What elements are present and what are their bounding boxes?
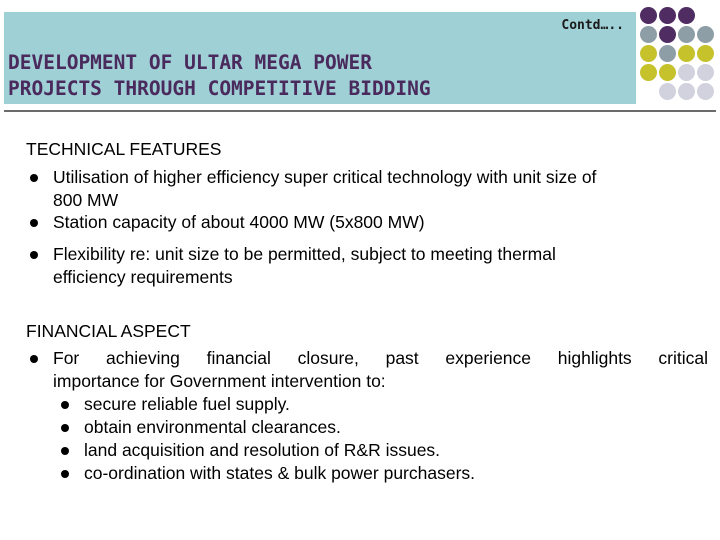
technical-bullet-1-line1: Utilisation of higher efficiency super critical technology with unit size of bbox=[53, 167, 597, 187]
bullet-icon bbox=[61, 447, 69, 455]
technical-bullet-1-line2: 800 MW bbox=[53, 189, 119, 210]
bullet-icon bbox=[61, 470, 69, 478]
decorative-dot bbox=[659, 26, 676, 43]
decorative-dot bbox=[697, 26, 714, 43]
technical-bullet-1 bbox=[53, 166, 596, 211]
bullet-icon bbox=[30, 174, 38, 182]
decorative-dot bbox=[678, 7, 695, 24]
financial-sub-bullet-2: obtain environmental clearances. bbox=[84, 417, 341, 437]
decorative-dot bbox=[640, 26, 657, 43]
decorative-dot bbox=[678, 26, 695, 43]
decorative-dot bbox=[640, 64, 657, 81]
technical-bullet-3-line2: efficiency requirements bbox=[53, 266, 233, 287]
technical-bullet-3-line1: Flexibility re: unit size to be permitted, subject to meeting thermal bbox=[53, 244, 556, 264]
bullet-icon bbox=[61, 424, 69, 432]
decorative-dot-grid bbox=[640, 7, 716, 119]
continued-label: Contd….. bbox=[561, 18, 624, 33]
decorative-dot bbox=[659, 83, 676, 100]
financial-sub-bullet-1: secure reliable fuel supply. bbox=[84, 394, 290, 414]
decorative-dot bbox=[659, 64, 676, 81]
title-line-2: PROJECTS THROUGH COMPETITIVE BIDDING bbox=[8, 77, 431, 100]
technical-heading: TECHNICAL FEATURES bbox=[26, 139, 222, 159]
title-divider bbox=[4, 110, 716, 112]
title-line-1: DEVELOPMENT OF ULTAR MEGA POWER bbox=[8, 51, 372, 74]
decorative-dot bbox=[697, 45, 714, 62]
slide-title bbox=[8, 50, 431, 102]
decorative-dot bbox=[678, 45, 695, 62]
decorative-dot bbox=[697, 83, 714, 100]
decorative-dot bbox=[640, 45, 657, 62]
financial-bullet-line2: importance for Government intervention to: bbox=[53, 371, 386, 391]
technical-bullet-2: Station capacity of about 4000 MW (5x800 MW) bbox=[53, 212, 425, 232]
financial-sub-bullet-3: land acquisition and resolution of R&R issues. bbox=[84, 440, 441, 460]
technical-bullet-3 bbox=[53, 243, 556, 288]
decorative-dot bbox=[678, 64, 695, 81]
financial-sub-bullet-4: co-ordination with states & bulk power purchasers. bbox=[84, 463, 476, 483]
bullet-icon bbox=[30, 355, 38, 363]
decorative-dot bbox=[640, 7, 657, 24]
bullet-icon bbox=[61, 401, 69, 409]
bullet-icon bbox=[30, 219, 38, 227]
title-band bbox=[4, 12, 636, 104]
decorative-dot bbox=[678, 83, 695, 100]
financial-bullet-line1: For achieving financial closure, past experience highlights critical bbox=[53, 348, 708, 368]
financial-heading: FINANCIAL ASPECT bbox=[26, 321, 191, 341]
decorative-dot bbox=[697, 64, 714, 81]
bullet-icon bbox=[30, 251, 38, 259]
decorative-dot bbox=[659, 7, 676, 24]
decorative-dot bbox=[659, 45, 676, 62]
